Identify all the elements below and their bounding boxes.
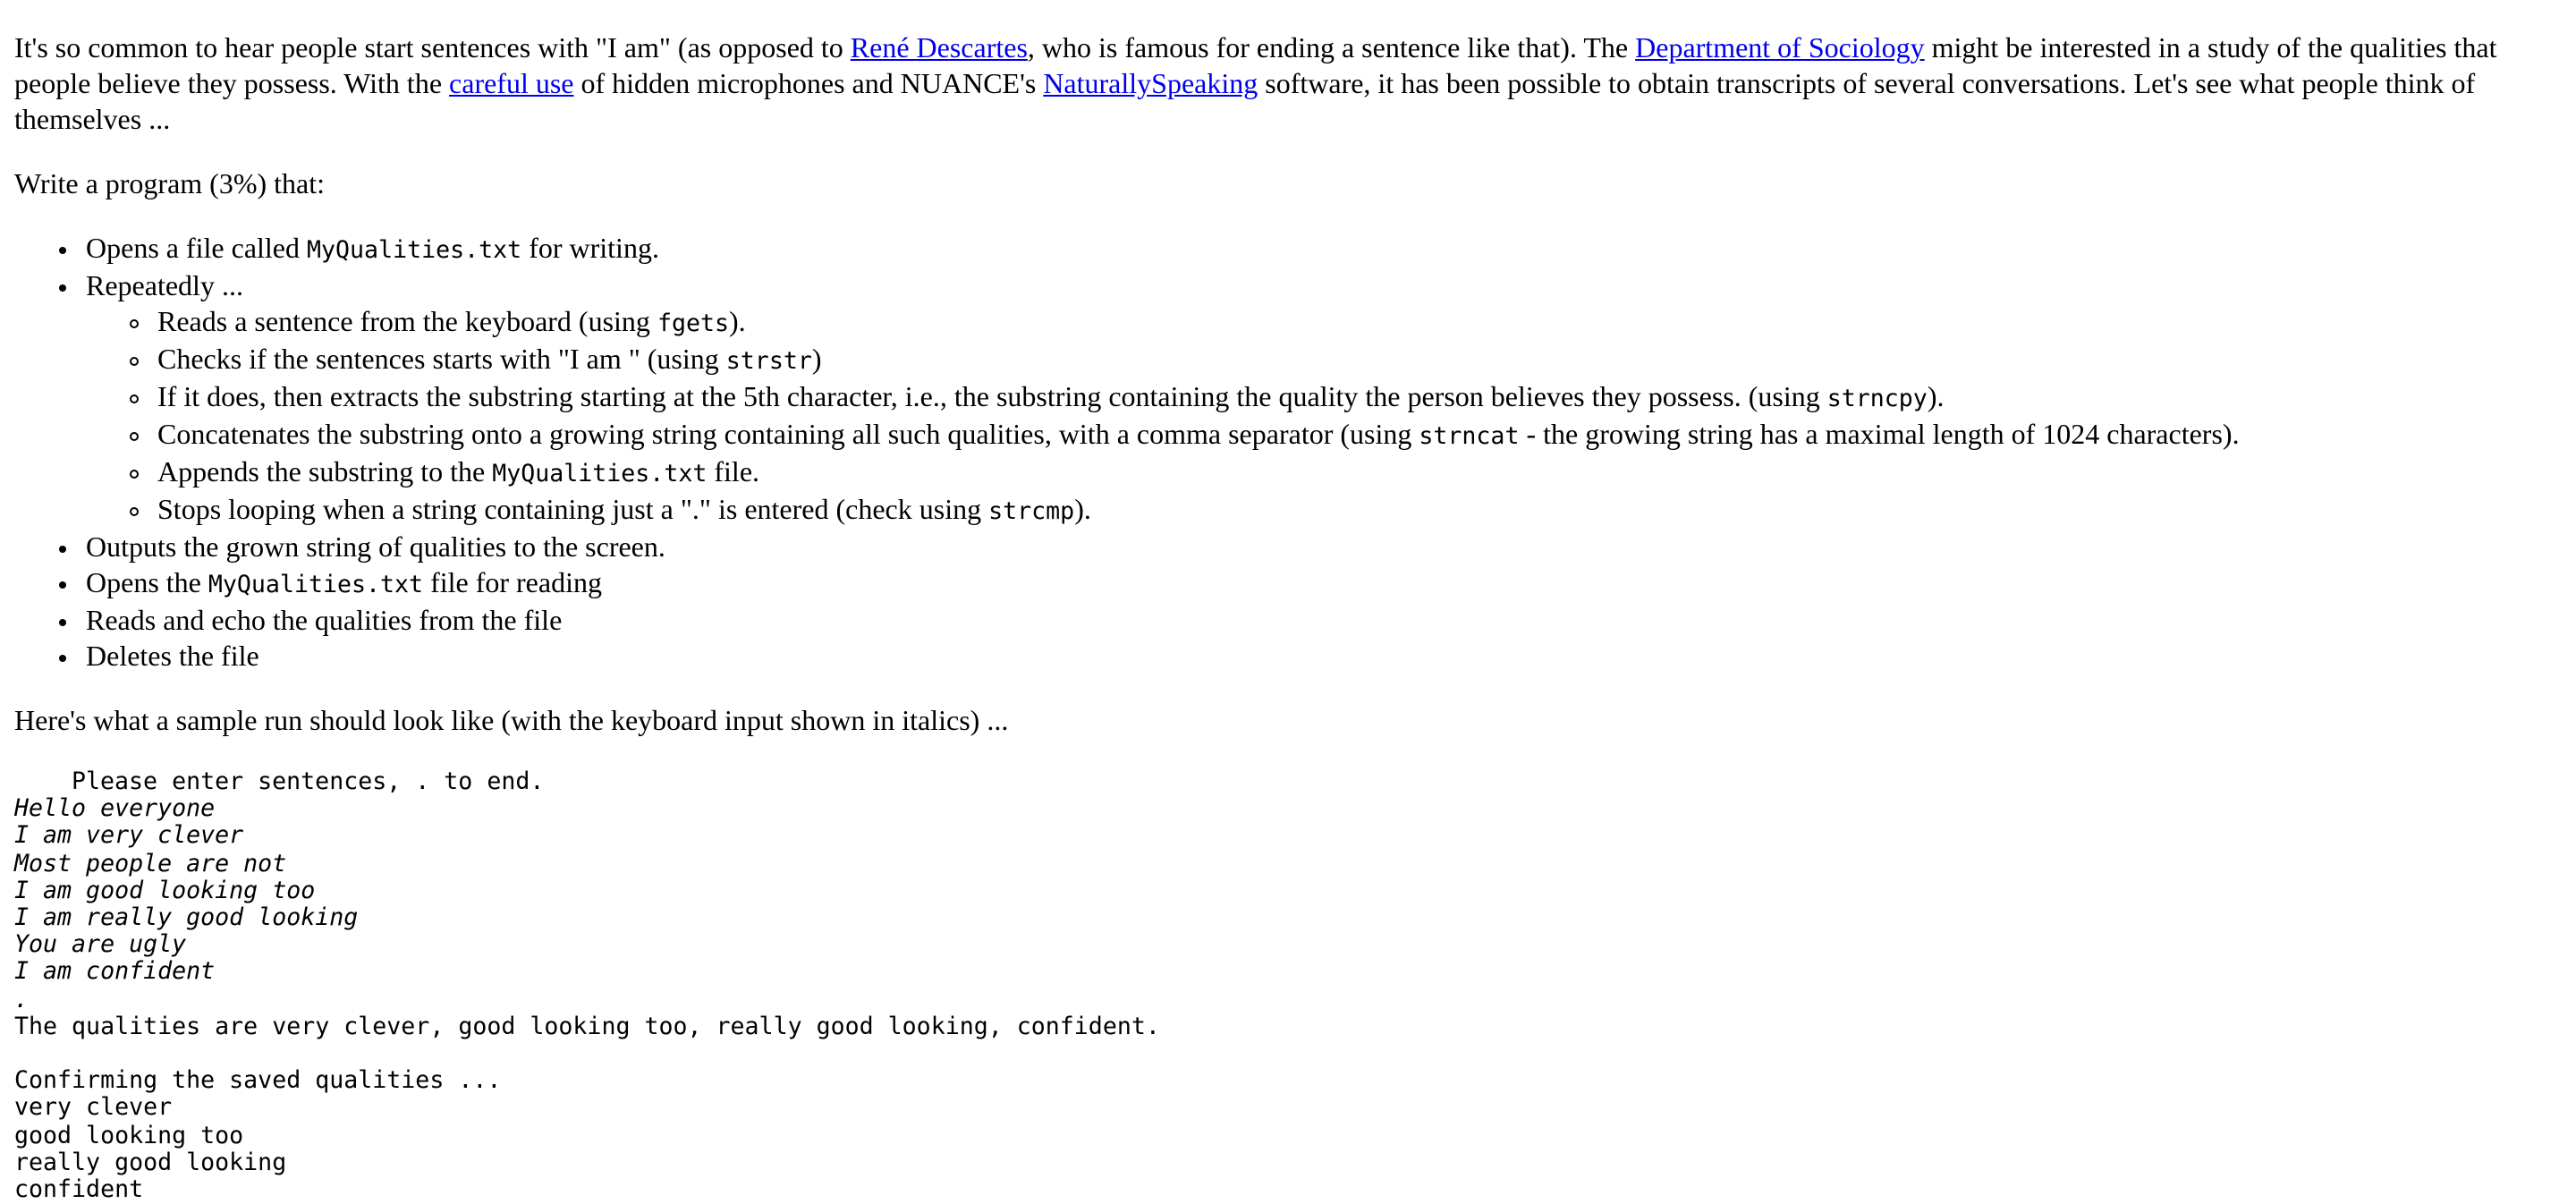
sample-result-line: The qualities are very clever, good looking too, really good looking, confident. [14,1013,1160,1041]
link-naturallyspeaking[interactable]: NaturallySpeaking [1043,70,1258,100]
link-rene-descartes[interactable]: René Descartes [850,34,1028,64]
sublist-item-concatenate [157,419,2562,456]
code-filename: MyQualities.txt [492,462,708,488]
list-item-text: for writing. [521,234,659,265]
code-filename: MyQualities.txt [208,572,424,599]
list-item-text: file for reading [423,569,602,599]
sample-input-line: I am very clever [14,823,244,851]
sample-blank-line [14,1041,2562,1068]
list-item-text: - the growing string has a maximal length of 1024 characters). [1519,420,2240,451]
sublist-item-append-to-file [157,456,2562,494]
sample-saved-line: good looking too [14,1123,244,1150]
list-item-open-for-writing [86,233,2562,270]
sample-saved-line: really good looking [14,1149,287,1177]
sample-input-line: Hello everyone [14,796,216,824]
sample-heading: Here's what a sample run should look like (with the keyboard input shown in italics) ... [14,707,1009,737]
sample-prompt: Please enter sentences, . to end. [72,769,545,796]
list-item-text: If it does, then extracts the substring starting at the 5th character, i.e., the substring containing the quality the person believes they possess. (using [157,383,1827,413]
code-function: strcmp [988,499,1075,526]
list-item-text: ). [729,308,746,338]
intro-text-1: It's so common to hear people start sentences with "I am" (as opposed to [14,34,851,64]
list-item-text: ). [1927,383,1945,413]
list-item-output-string: • Outputs the grown string of qualities to the screen. [86,531,2562,567]
sample-input-line: You are ugly [14,932,187,960]
list-item-text: Checks if the sentences starts with "I am " (using [157,345,726,376]
list-item-text: Opens a file called [86,234,307,265]
intro-text-4: of hidden microphones and NUANCE's [573,70,1044,100]
sample-input-line: I am really good looking [14,905,359,933]
list-item-text: Reads a sentence from the keyboard (using [157,308,657,338]
code-function: strncat [1419,424,1520,451]
requirements-list [14,233,2562,676]
intro-paragraph [14,32,2562,140]
sample-run-block [14,769,2562,1204]
list-item-repeatedly [86,270,2562,531]
list-item-text: file. [707,458,760,488]
list-item-delete-file: • Deletes the file [86,640,2562,676]
sample-input-line: Most people are not [14,851,287,878]
sample-saved-line: very clever [14,1095,173,1123]
sublist-item-read-sentence [157,306,2562,343]
repeat-sublist [86,306,2562,531]
code-function: strstr [725,349,812,376]
list-item-text: ). [1074,496,1091,526]
code-function: strncpy [1826,386,1928,413]
intro-text-5: software, it has been possible to obtain transcripts of several conversations. Let's see what people think of themselves ... [14,70,2476,136]
sublist-item-stop-looping [157,494,2562,531]
sublist-item-extract-substring [157,381,2562,419]
sample-confirm-line: Confirming the saved qualities ... [14,1068,502,1096]
link-careful-use[interactable]: careful use [449,70,574,100]
intro-text-3: might be interested in a study of the qualities that people believe they possess. With the [14,34,2497,100]
intro-text-2: , who is famous for ending a sentence like that). The [1027,34,1636,64]
list-item-text: Concatenates the substring onto a growing string containing all such qualities, with a comma separator (using [157,420,1419,451]
sample-input-line: I am confident [14,959,216,987]
link-department-of-sociology[interactable]: Department of Sociology [1635,34,1925,64]
list-item-open-for-reading [86,567,2562,605]
code-filename: MyQualities.txt [307,238,522,265]
sample-input-line: . [14,987,30,1014]
sublist-item-check-prefix [157,343,2562,381]
sample-input-line: I am good looking too [14,878,316,905]
list-item-text: Appends the substring to the [157,458,493,488]
list-item-text: Stops looping when a string containing just a "." is entered (check using [157,496,989,526]
list-item-text: ) [811,345,822,376]
code-function: fgets [657,311,729,338]
list-item-text: Opens the [86,569,208,599]
list-item-read-echo: • Reads and echo the qualities from the file [86,605,2562,640]
list-item-text: Repeatedly ... [86,272,243,302]
task-heading: Write a program (3%) that: [14,170,326,200]
sample-saved-line: confident [14,1177,144,1204]
